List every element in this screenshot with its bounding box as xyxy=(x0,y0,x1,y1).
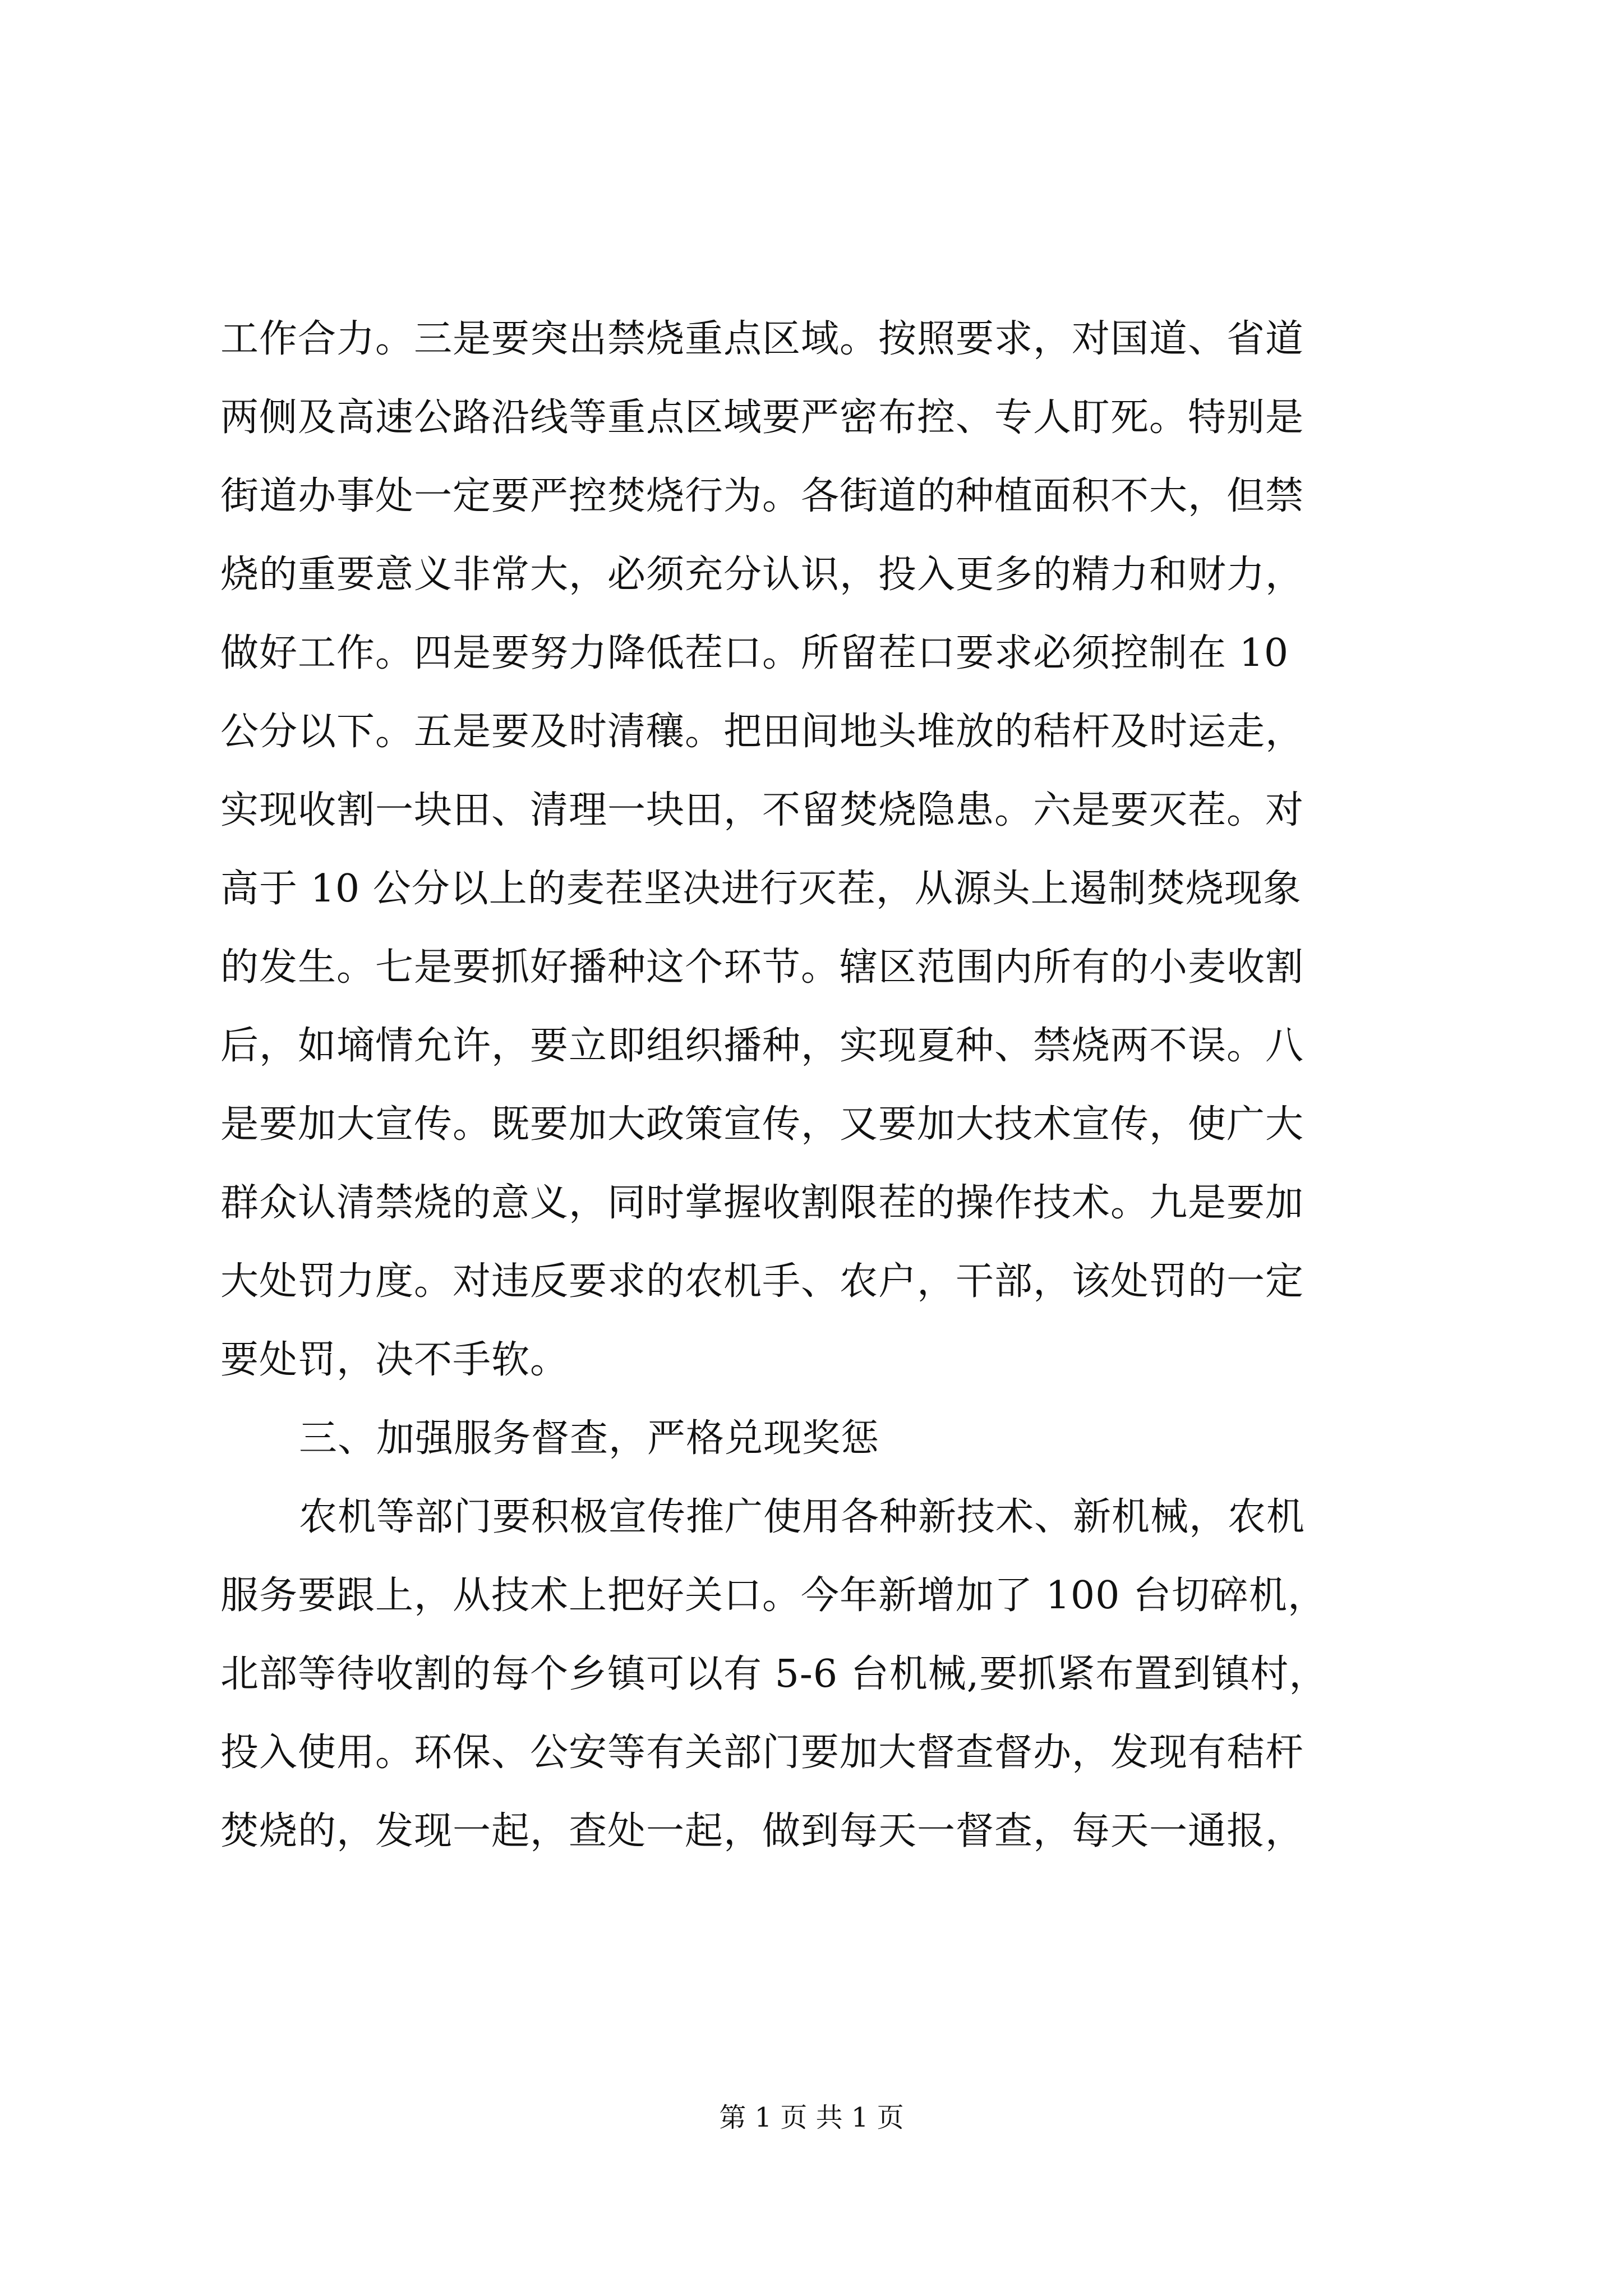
text-line: 做好工作。四是要努力降低茬口。所留茬口要求必须控制在 10 xyxy=(220,631,1289,675)
text-line: 公分以下。五是要及时清穰。把田间地头堆放的秸杆及时运走， xyxy=(220,710,1304,754)
text-line: 烧的重要意义非常大，必须充分认识，投入更多的精力和财力， xyxy=(220,553,1304,597)
text-line: 是要加大宣传。既要加大政策宣传，又要加大技术宣传，使广大 xyxy=(220,1102,1304,1147)
page-footer: 第 1 页 共 1 页 xyxy=(719,2102,904,2133)
text-line: 焚烧的，发现一起，查处一起，做到每天一督查，每天一通报， xyxy=(220,1809,1304,1853)
text-line: 群众认清禁烧的意义，同时掌握收割限茬的操作技术。九是要加 xyxy=(220,1181,1304,1225)
paragraph-start-line: 农机等部门要积极宣传推广使用各种新技术、新机械，农机 xyxy=(299,1495,1306,1539)
text-line: 的发生。七是要抓好播种这个环节。辖区范围内所有的小麦收割 xyxy=(220,945,1304,990)
text-line: 大处罚力度。对违反要求的农机手、农户，干部，该处罚的一定 xyxy=(220,1259,1304,1304)
text-line: 实现收割一块田、清理一块田，不留焚烧隐患。六是要灭茬。对 xyxy=(220,788,1304,832)
document-body xyxy=(220,300,1415,1871)
text-line: 要处罚，决不手软。 xyxy=(220,1338,569,1382)
text-line: 投入使用。环保、公安等有关部门要加大督查督办，发现有秸杆 xyxy=(220,1731,1304,1775)
text-line: 北部等待收割的每个乡镇可以有 5-6 台机械,要抓紧布置到镇村， xyxy=(220,1652,1328,1696)
section-heading: 三、加强服务督查，严格兑现奖惩 xyxy=(299,1416,880,1461)
text-line: 后，如墒情允许，要立即组织播种，实现夏种、禁烧两不误。八 xyxy=(220,1024,1304,1068)
text-line: 高于 10 公分以上的麦茬坚决进行灭茬，从源头上遏制焚烧现象 xyxy=(220,867,1302,911)
text-line: 服务要跟上，从技术上把好关口。今年新增加了 100 台切碎机， xyxy=(220,1573,1327,1618)
text-line: 街道办事处一定要严控焚烧行为。各街道的种植面积不大，但禁 xyxy=(220,474,1304,518)
text-line: 两侧及高速公路沿线等重点区域要严密布控、专人盯死。特别是 xyxy=(220,395,1304,440)
text-line: 工作合力。三是要突出禁烧重点区域。按照要求，对国道、省道 xyxy=(220,317,1304,361)
